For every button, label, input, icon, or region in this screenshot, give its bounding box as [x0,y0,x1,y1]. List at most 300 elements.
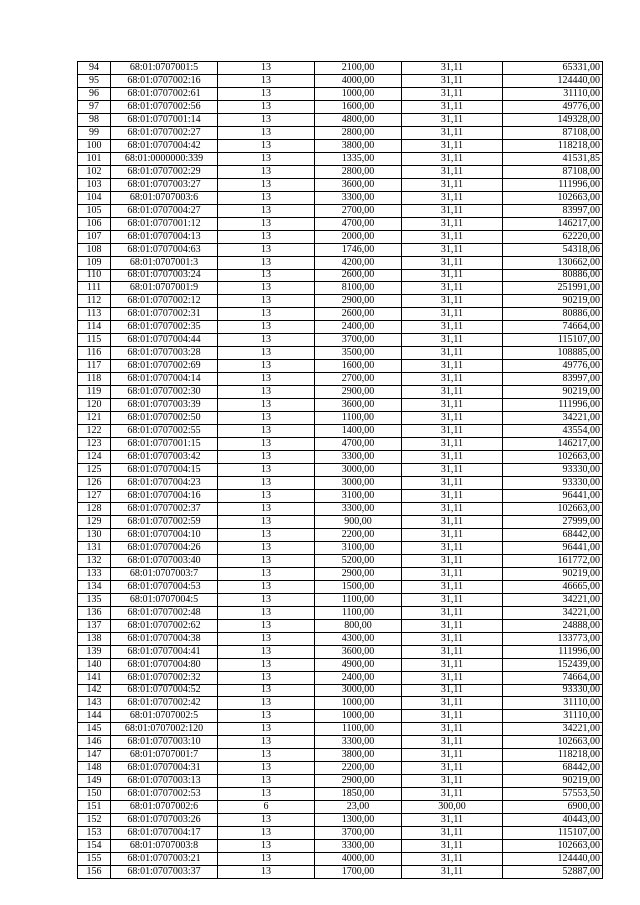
category-code-cell: 13 [218,191,315,204]
area-value-cell: 5200,00 [315,554,402,567]
sum-value-cell: 111996,00 [503,645,603,658]
cadastral-number-cell: 68:01:0707002:56 [111,100,218,113]
table-row [78,347,603,360]
area-value-cell: 1300,00 [315,814,402,827]
area-value-cell: 4200,00 [315,256,402,269]
cadastral-number-cell: 68:01:0707003:26 [111,814,218,827]
category-code-cell: 13 [218,438,315,451]
table-row [78,282,603,295]
row-number-cell: 107 [78,230,111,243]
rate-value-cell: 300,00 [402,801,503,814]
cadastral-number-cell: 68:01:0707002:53 [111,788,218,801]
area-value-cell: 1100,00 [315,723,402,736]
category-code-cell: 13 [218,697,315,710]
sum-value-cell: 57553,50 [503,788,603,801]
sum-value-cell: 96441,00 [503,489,603,502]
category-code-cell: 13 [218,373,315,386]
cadastral-number-cell: 68:01:0707002:29 [111,165,218,178]
area-value-cell: 2700,00 [315,373,402,386]
area-value-cell: 4700,00 [315,217,402,230]
row-number-cell: 97 [78,100,111,113]
cadastral-number-cell: 68:01:0707002:62 [111,619,218,632]
sum-value-cell: 83997,00 [503,204,603,217]
cadastral-number-cell: 68:01:0707002:16 [111,74,218,87]
table-row [78,321,603,334]
cadastral-number-cell: 68:01:0707001:5 [111,62,218,75]
rate-value-cell: 31,11 [402,464,503,477]
row-number-cell: 116 [78,347,111,360]
rate-value-cell: 31,11 [402,399,503,412]
rate-value-cell: 31,11 [402,684,503,697]
rate-value-cell: 31,11 [402,100,503,113]
category-code-cell: 13 [218,295,315,308]
table-row [78,334,603,347]
row-number-cell: 129 [78,515,111,528]
area-value-cell: 3600,00 [315,178,402,191]
category-code-cell: 13 [218,113,315,126]
table-row [78,477,603,490]
cadastral-number-cell: 68:01:0707004:52 [111,684,218,697]
cadastral-number-cell: 68:01:0707002:61 [111,87,218,100]
sum-value-cell: 93330,00 [503,684,603,697]
cadastral-number-cell: 68:01:0707004:16 [111,489,218,502]
area-value-cell: 4900,00 [315,658,402,671]
sum-value-cell: 83997,00 [503,373,603,386]
cadastral-number-cell: 68:01:0707002:69 [111,360,218,373]
rate-value-cell: 31,11 [402,308,503,321]
cadastral-number-cell: 68:01:0707001:9 [111,282,218,295]
cadastral-number-cell: 68:01:0707004:5 [111,593,218,606]
area-value-cell: 4800,00 [315,113,402,126]
category-code-cell: 13 [218,736,315,749]
row-number-cell: 131 [78,541,111,554]
sum-value-cell: 102663,00 [503,451,603,464]
area-value-cell: 1000,00 [315,710,402,723]
row-number-cell: 111 [78,282,111,295]
category-code-cell: 13 [218,502,315,515]
sum-value-cell: 90219,00 [503,386,603,399]
rate-value-cell: 31,11 [402,438,503,451]
category-code-cell: 13 [218,204,315,217]
cadastral-number-cell: 68:01:0707004:17 [111,827,218,840]
row-number-cell: 105 [78,204,111,217]
cadastral-number-cell: 68:01:0707004:80 [111,658,218,671]
row-number-cell: 125 [78,464,111,477]
category-code-cell: 13 [218,866,315,879]
cadastral-number-cell: 68:01:0707003:37 [111,866,218,879]
row-number-cell: 98 [78,113,111,126]
table-row [78,853,603,866]
sum-value-cell: 133773,00 [503,632,603,645]
area-value-cell: 3000,00 [315,477,402,490]
table-row [78,373,603,386]
table-row [78,399,603,412]
rate-value-cell: 31,11 [402,619,503,632]
table-row [78,762,603,775]
sum-value-cell: 102663,00 [503,840,603,853]
row-number-cell: 110 [78,269,111,282]
category-code-cell: 13 [218,710,315,723]
sum-value-cell: 111996,00 [503,178,603,191]
table-row [78,775,603,788]
area-value-cell: 2800,00 [315,126,402,139]
table-row [78,464,603,477]
table-row [78,204,603,217]
rate-value-cell: 31,11 [402,580,503,593]
table-row [78,827,603,840]
cadastral-number-cell: 68:01:0707004:41 [111,645,218,658]
table-row [78,502,603,515]
cadastral-number-cell: 68:01:0707003:13 [111,775,218,788]
cadastral-number-cell: 68:01:0707002:5 [111,710,218,723]
land-plot-table [77,61,603,879]
table-row [78,697,603,710]
row-number-cell: 118 [78,373,111,386]
table-row [78,113,603,126]
rate-value-cell: 31,11 [402,126,503,139]
area-value-cell: 2900,00 [315,386,402,399]
cadastral-number-cell: 68:01:0707003:24 [111,269,218,282]
rate-value-cell: 31,11 [402,814,503,827]
row-number-cell: 112 [78,295,111,308]
sum-value-cell: 6900,00 [503,801,603,814]
cadastral-number-cell: 68:01:0707002:55 [111,425,218,438]
row-number-cell: 152 [78,814,111,827]
category-code-cell: 13 [218,684,315,697]
category-code-cell: 13 [218,749,315,762]
rate-value-cell: 31,11 [402,373,503,386]
row-number-cell: 136 [78,606,111,619]
category-code-cell: 13 [218,775,315,788]
row-number-cell: 133 [78,567,111,580]
category-code-cell: 13 [218,464,315,477]
rate-value-cell: 31,11 [402,74,503,87]
category-code-cell: 13 [218,412,315,425]
row-number-cell: 120 [78,399,111,412]
rate-value-cell: 31,11 [402,477,503,490]
area-value-cell: 3600,00 [315,399,402,412]
area-value-cell: 1335,00 [315,152,402,165]
rate-value-cell: 31,11 [402,217,503,230]
category-code-cell: 13 [218,269,315,282]
cadastral-number-cell: 68:01:0707004:14 [111,373,218,386]
category-code-cell: 13 [218,515,315,528]
cadastral-number-cell: 68:01:0707004:26 [111,541,218,554]
table-row [78,152,603,165]
row-number-cell: 132 [78,554,111,567]
category-code-cell: 13 [218,762,315,775]
row-number-cell: 130 [78,528,111,541]
category-code-cell: 13 [218,593,315,606]
sum-value-cell: 93330,00 [503,477,603,490]
row-number-cell: 146 [78,736,111,749]
sum-value-cell: 118218,00 [503,749,603,762]
category-code-cell: 13 [218,334,315,347]
area-value-cell: 3300,00 [315,840,402,853]
rate-value-cell: 31,11 [402,645,503,658]
rate-value-cell: 31,11 [402,866,503,879]
cadastral-number-cell: 68:01:0707002:30 [111,386,218,399]
area-value-cell: 1850,00 [315,788,402,801]
table-row [78,645,603,658]
area-value-cell: 4300,00 [315,632,402,645]
rate-value-cell: 31,11 [402,762,503,775]
area-value-cell: 1746,00 [315,243,402,256]
rate-value-cell: 31,11 [402,606,503,619]
rate-value-cell: 31,11 [402,269,503,282]
table-row [78,814,603,827]
area-value-cell: 2900,00 [315,567,402,580]
sum-value-cell: 124440,00 [503,853,603,866]
rate-value-cell: 31,11 [402,697,503,710]
sum-value-cell: 90219,00 [503,295,603,308]
sum-value-cell: 31110,00 [503,710,603,723]
rate-value-cell: 31,11 [402,502,503,515]
area-value-cell: 3700,00 [315,334,402,347]
rate-value-cell: 31,11 [402,295,503,308]
rate-value-cell: 31,11 [402,87,503,100]
row-number-cell: 139 [78,645,111,658]
cadastral-number-cell: 68:01:0707004:44 [111,334,218,347]
table-row [78,139,603,152]
area-value-cell: 2600,00 [315,308,402,321]
row-number-cell: 102 [78,165,111,178]
sum-value-cell: 74664,00 [503,321,603,334]
sum-value-cell: 41531,85 [503,152,603,165]
table-row [78,866,603,879]
area-value-cell: 3100,00 [315,541,402,554]
sum-value-cell: 152439,00 [503,658,603,671]
rate-value-cell: 31,11 [402,723,503,736]
area-value-cell: 2100,00 [315,62,402,75]
table-row [78,801,603,814]
row-number-cell: 148 [78,762,111,775]
area-value-cell: 3600,00 [315,645,402,658]
rate-value-cell: 31,11 [402,230,503,243]
table-row [78,567,603,580]
row-number-cell: 95 [78,74,111,87]
table-row [78,412,603,425]
table-row [78,178,603,191]
table-row [78,308,603,321]
table-row [78,191,603,204]
category-code-cell: 13 [218,87,315,100]
category-code-cell: 13 [218,62,315,75]
sum-value-cell: 93330,00 [503,464,603,477]
cadastral-number-cell: 68:01:0707003:40 [111,554,218,567]
row-number-cell: 154 [78,840,111,853]
row-number-cell: 100 [78,139,111,152]
category-code-cell: 13 [218,321,315,334]
row-number-cell: 137 [78,619,111,632]
rate-value-cell: 31,11 [402,840,503,853]
sum-value-cell: 108885,00 [503,347,603,360]
category-code-cell: 13 [218,386,315,399]
sum-value-cell: 54318,06 [503,243,603,256]
category-code-cell: 13 [218,230,315,243]
category-code-cell: 13 [218,671,315,684]
cadastral-number-cell: 68:01:0000000:339 [111,152,218,165]
category-code-cell: 13 [218,217,315,230]
category-code-cell: 13 [218,152,315,165]
table-row [78,606,603,619]
cadastral-number-cell: 68:01:0707003:39 [111,399,218,412]
sum-value-cell: 34221,00 [503,593,603,606]
area-value-cell: 2400,00 [315,321,402,334]
category-code-cell: 13 [218,100,315,113]
cadastral-number-cell: 68:01:0707003:8 [111,840,218,853]
sum-value-cell: 68442,00 [503,528,603,541]
table-row [78,87,603,100]
sum-value-cell: 24888,00 [503,619,603,632]
sum-value-cell: 90219,00 [503,567,603,580]
table-row [78,256,603,269]
rate-value-cell: 31,11 [402,567,503,580]
rate-value-cell: 31,11 [402,386,503,399]
cadastral-number-cell: 68:01:0707002:37 [111,502,218,515]
table-row [78,100,603,113]
table-row [78,515,603,528]
area-value-cell: 2700,00 [315,204,402,217]
sum-value-cell: 146217,00 [503,217,603,230]
category-code-cell: 13 [218,360,315,373]
sum-value-cell: 31110,00 [503,87,603,100]
category-code-cell: 13 [218,788,315,801]
rate-value-cell: 31,11 [402,853,503,866]
area-value-cell: 1000,00 [315,87,402,100]
area-value-cell: 23,00 [315,801,402,814]
cadastral-number-cell: 68:01:0707004:38 [111,632,218,645]
category-code-cell: 13 [218,178,315,191]
rate-value-cell: 31,11 [402,321,503,334]
area-value-cell: 3000,00 [315,464,402,477]
table-row [78,749,603,762]
category-code-cell: 13 [218,399,315,412]
table-row [78,126,603,139]
sum-value-cell: 87108,00 [503,126,603,139]
rate-value-cell: 31,11 [402,282,503,295]
row-number-cell: 104 [78,191,111,204]
sum-value-cell: 43554,00 [503,425,603,438]
cadastral-number-cell: 68:01:0707004:27 [111,204,218,217]
sum-value-cell: 96441,00 [503,541,603,554]
row-number-cell: 156 [78,866,111,879]
category-code-cell: 13 [218,451,315,464]
row-number-cell: 114 [78,321,111,334]
sum-value-cell: 118218,00 [503,139,603,152]
sum-value-cell: 62220,00 [503,230,603,243]
row-number-cell: 150 [78,788,111,801]
category-code-cell: 13 [218,840,315,853]
category-code-cell: 13 [218,658,315,671]
cadastral-number-cell: 68:01:0707003:27 [111,178,218,191]
area-value-cell: 3100,00 [315,489,402,502]
table-row [78,671,603,684]
rate-value-cell: 31,11 [402,632,503,645]
area-value-cell: 900,00 [315,515,402,528]
table-row [78,723,603,736]
cadastral-number-cell: 68:01:0707004:53 [111,580,218,593]
row-number-cell: 122 [78,425,111,438]
category-code-cell: 13 [218,308,315,321]
category-code-cell: 13 [218,489,315,502]
cadastral-number-cell: 68:01:0707002:42 [111,697,218,710]
row-number-cell: 121 [78,412,111,425]
category-code-cell: 13 [218,645,315,658]
rate-value-cell: 31,11 [402,827,503,840]
area-value-cell: 3800,00 [315,139,402,152]
sum-value-cell: 68442,00 [503,762,603,775]
sum-value-cell: 115107,00 [503,334,603,347]
row-number-cell: 151 [78,801,111,814]
row-number-cell: 108 [78,243,111,256]
cadastral-number-cell: 68:01:0707003:42 [111,451,218,464]
rate-value-cell: 31,11 [402,515,503,528]
row-number-cell: 143 [78,697,111,710]
table-row [78,710,603,723]
rate-value-cell: 31,11 [402,178,503,191]
row-number-cell: 113 [78,308,111,321]
row-number-cell: 124 [78,451,111,464]
area-value-cell: 2200,00 [315,528,402,541]
area-value-cell: 3300,00 [315,736,402,749]
row-number-cell: 128 [78,502,111,515]
category-code-cell: 13 [218,554,315,567]
row-number-cell: 145 [78,723,111,736]
category-code-cell: 13 [218,256,315,269]
cadastral-number-cell: 68:01:0707003:7 [111,567,218,580]
cadastral-number-cell: 68:01:0707004:10 [111,528,218,541]
area-value-cell: 4000,00 [315,74,402,87]
table-row [78,489,603,502]
rate-value-cell: 31,11 [402,671,503,684]
area-value-cell: 1600,00 [315,360,402,373]
sum-value-cell: 111996,00 [503,399,603,412]
rate-value-cell: 31,11 [402,256,503,269]
row-number-cell: 147 [78,749,111,762]
table-row [78,528,603,541]
row-number-cell: 134 [78,580,111,593]
cadastral-number-cell: 68:01:0707003:6 [111,191,218,204]
area-value-cell: 3000,00 [315,684,402,697]
table-row [78,386,603,399]
rate-value-cell: 31,11 [402,710,503,723]
row-number-cell: 119 [78,386,111,399]
area-value-cell: 2600,00 [315,269,402,282]
rate-value-cell: 31,11 [402,334,503,347]
table-row [78,425,603,438]
cadastral-number-cell: 68:01:0707002:59 [111,515,218,528]
cadastral-number-cell: 68:01:0707004:63 [111,243,218,256]
row-number-cell: 96 [78,87,111,100]
table-row [78,580,603,593]
rate-value-cell: 31,11 [402,243,503,256]
table-body [78,62,603,879]
area-value-cell: 3800,00 [315,749,402,762]
sum-value-cell: 34221,00 [503,606,603,619]
rate-value-cell: 31,11 [402,113,503,126]
row-number-cell: 140 [78,658,111,671]
table-row [78,295,603,308]
rate-value-cell: 31,11 [402,62,503,75]
sum-value-cell: 251991,00 [503,282,603,295]
table-row [78,217,603,230]
table-row [78,438,603,451]
row-number-cell: 155 [78,853,111,866]
rate-value-cell: 31,11 [402,593,503,606]
area-value-cell: 1700,00 [315,866,402,879]
rate-value-cell: 31,11 [402,204,503,217]
